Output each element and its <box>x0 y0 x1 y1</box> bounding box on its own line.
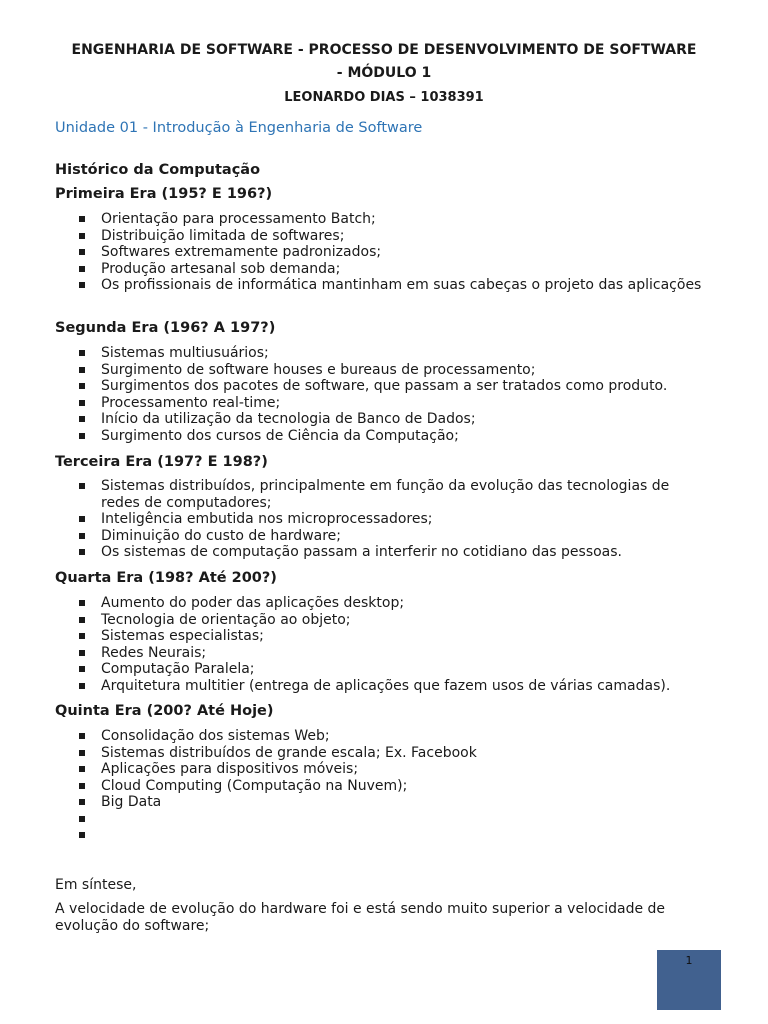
list-item: Tecnologia de orientação ao objeto; <box>0 612 768 629</box>
synthesis-text: A velocidade de evolução do hardware foi e está sendo muito superior a velocidade de evolução do software; <box>55 901 666 934</box>
era-heading: Segunda Era (196? A 197?) <box>55 320 276 336</box>
list-item: Computação Paralela; <box>0 661 768 678</box>
document-author: LEONARDO DIAS – 1038391 <box>284 90 484 105</box>
document-title-line2: - MÓDULO 1 <box>336 65 432 81</box>
list-item: Cloud Computing (Computação na Nuvem); <box>0 778 768 795</box>
list-item: Sistemas distribuídos de grande escala; Ex. Facebook <box>0 745 768 762</box>
list-item: Redes Neurais; <box>0 645 768 662</box>
era-heading: Primeira Era (195? E 196?) <box>55 186 273 202</box>
list-item: Sistemas multiusuários; <box>0 345 768 362</box>
list-item: Arquitetura multitier (entrega de aplicações que fazem usos de várias camadas). <box>0 678 768 695</box>
list-item: Os profissionais de informática mantinham em suas cabeças o projeto das aplicações <box>0 277 768 294</box>
list-item: Distribuição limitada de softwares; <box>0 228 768 245</box>
list-item <box>0 811 768 828</box>
list-item: Produção artesanal sob demanda; <box>0 261 768 278</box>
document-title-line1: ENGENHARIA DE SOFTWARE - PROCESSO DE DESENVOLVIMENTO DE SOFTWARE <box>71 42 697 58</box>
list-item: Big Data <box>0 794 768 811</box>
era-heading: Quinta Era (200? Até Hoje) <box>55 703 274 719</box>
synthesis-label: Em síntese, <box>55 877 137 893</box>
list-item: Sistemas especialistas; <box>0 628 768 645</box>
era-list <box>0 728 768 844</box>
era-list <box>0 595 768 694</box>
list-item: Início da utilização da tecnologia de Banco de Dados; <box>0 411 768 428</box>
page-number: 1 <box>685 954 693 967</box>
era-heading: Quarta Era (198? Até 200?) <box>55 570 277 586</box>
list-item: Surgimentos dos pacotes de software, que passam a ser tratados como produto. <box>0 378 768 395</box>
list-item: Os sistemas de computação passam a interferir no cotidiano das pessoas. <box>0 544 768 561</box>
list-item: Inteligência embutida nos microprocessadores; <box>0 511 768 528</box>
list-item: Surgimento de software houses e bureaus de processamento; <box>0 362 768 379</box>
list-item: Diminuição do custo de hardware; <box>0 528 768 545</box>
era-list <box>0 345 768 444</box>
era-list <box>0 478 768 561</box>
era-heading: Terceira Era (197? E 198?) <box>55 454 268 470</box>
list-item <box>0 827 768 844</box>
list-item: Sistemas distribuídos, principalmente em função da evolução das tecnologias de redes de computadores; <box>0 478 768 511</box>
page-number-box <box>657 950 721 1010</box>
unit-title: Unidade 01 - Introdução à Engenharia de Software <box>55 120 423 136</box>
list-item: Processamento real-time; <box>0 395 768 412</box>
section-title: Histórico da Computação <box>55 162 261 178</box>
list-item: Orientação para processamento Batch; <box>0 211 768 228</box>
list-item: Consolidação dos sistemas Web; <box>0 728 768 745</box>
list-item: Surgimento dos cursos de Ciência da Computação; <box>0 428 768 445</box>
list-item: Aplicações para dispositivos móveis; <box>0 761 768 778</box>
list-item: Aumento do poder das aplicações desktop; <box>0 595 768 612</box>
list-item: Softwares extremamente padronizados; <box>0 244 768 261</box>
era-list <box>0 211 768 294</box>
